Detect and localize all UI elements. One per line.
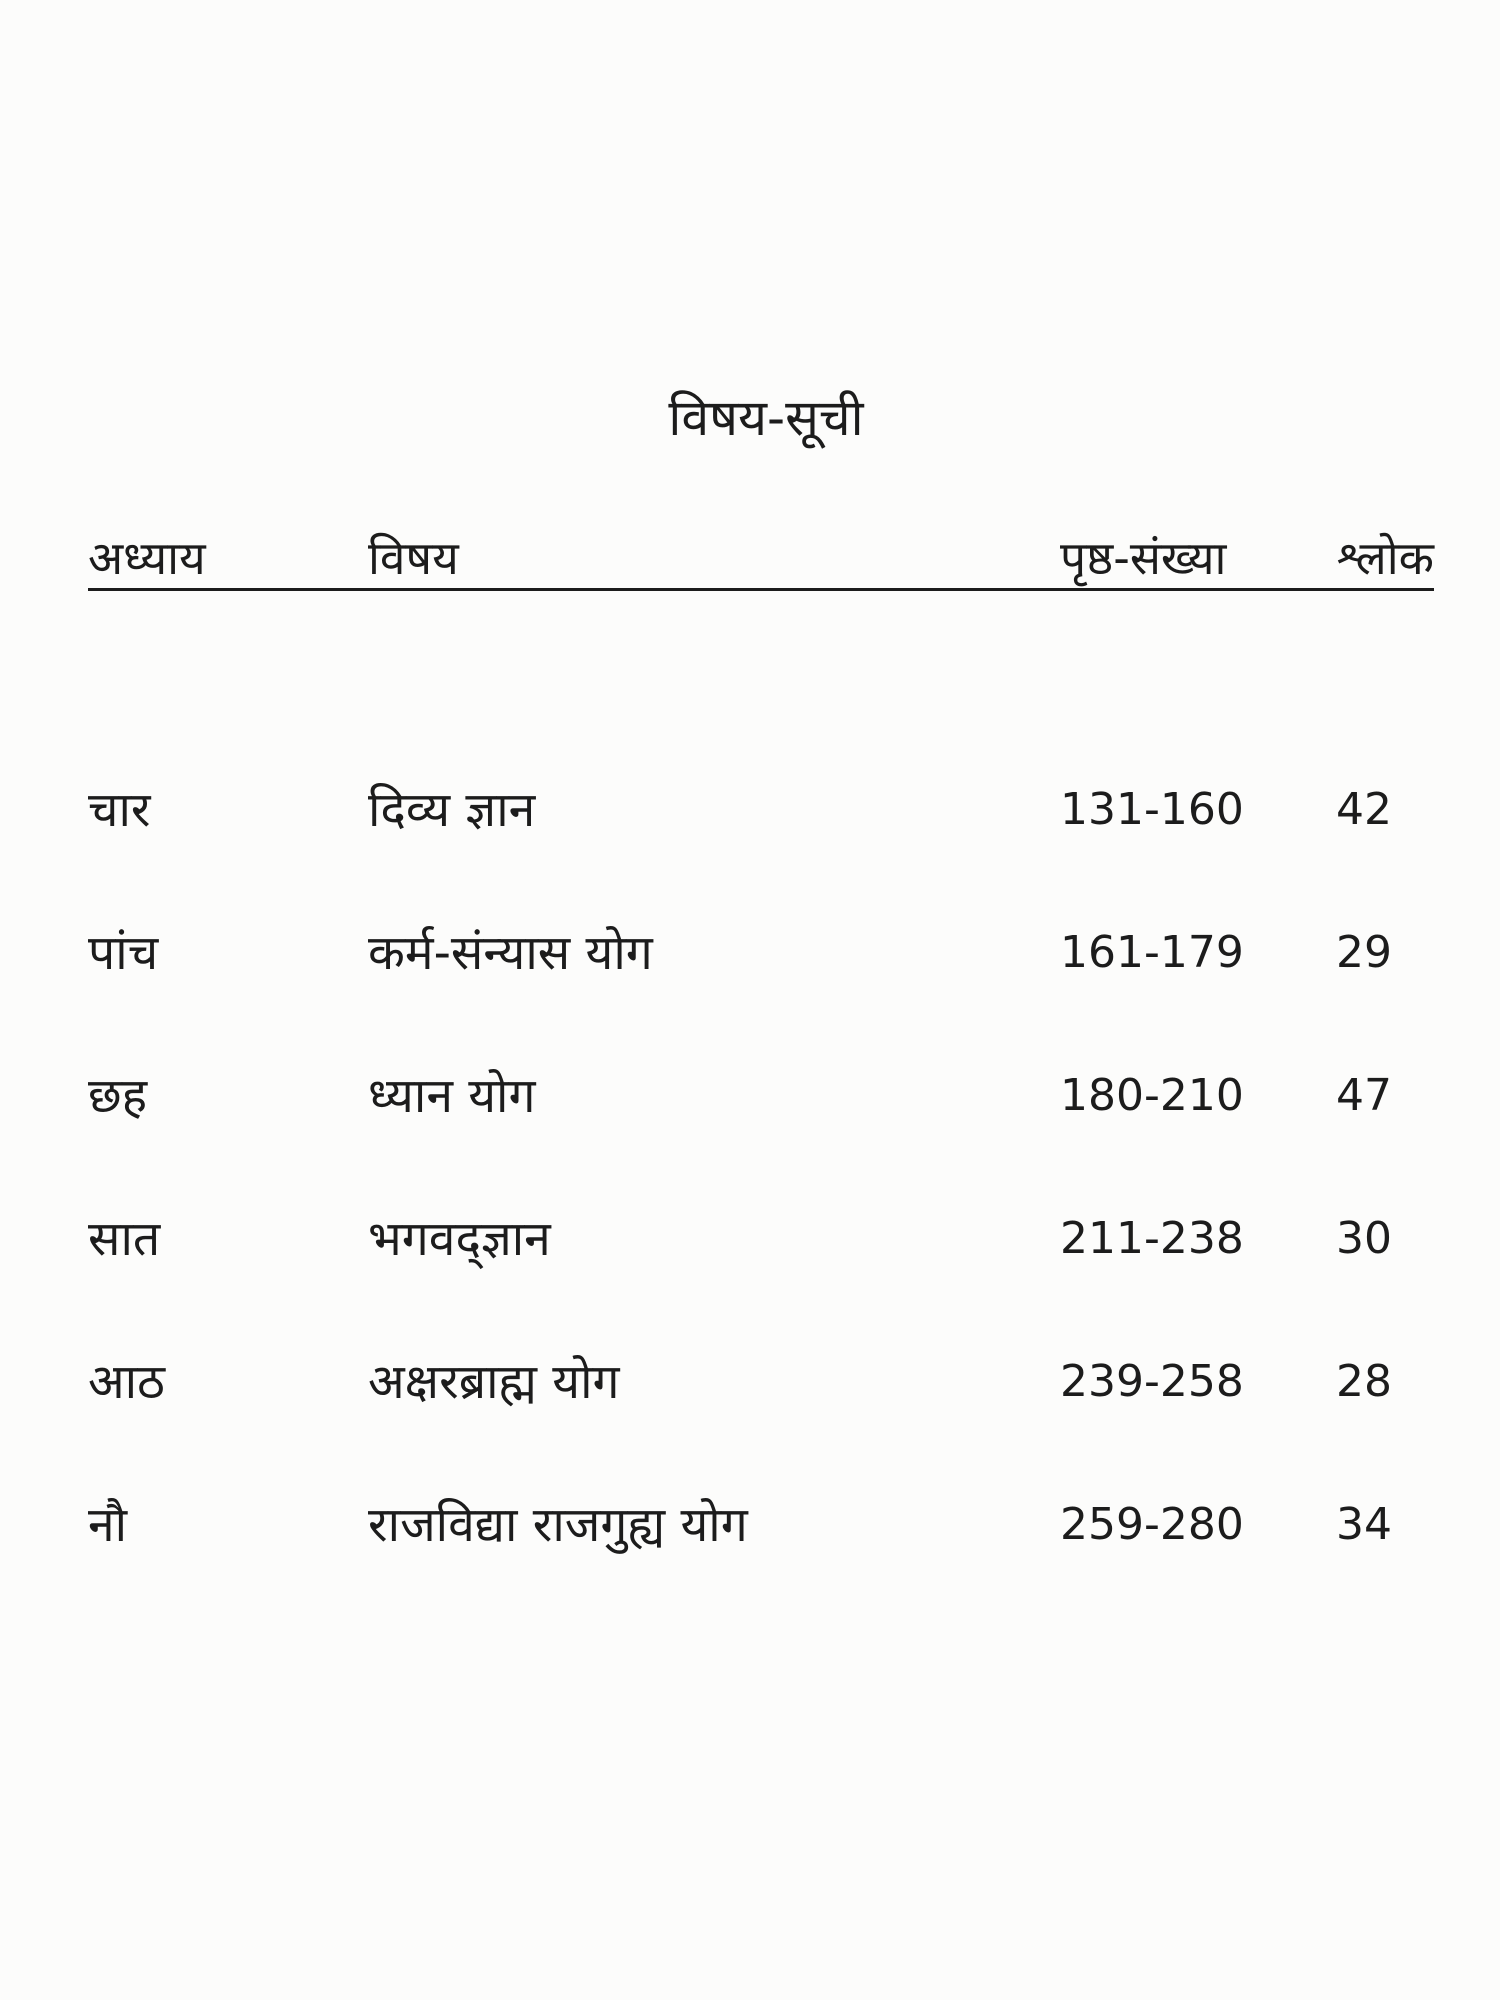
shloka-count: 47	[1336, 1070, 1392, 1121]
header-shloka-count: श्लोक	[1336, 531, 1434, 585]
page-range: 259-280	[1060, 1499, 1244, 1550]
header-chapter: अध्याय	[88, 531, 206, 585]
table-header	[88, 528, 1434, 591]
chapter-subject: भगवद्ज्ञान	[368, 1211, 551, 1267]
chapter-number: पांच	[88, 925, 159, 981]
table-row	[88, 923, 1434, 1066]
chapter-number: छह	[88, 1068, 148, 1124]
page-range: 180-210	[1060, 1070, 1244, 1121]
table-row	[88, 1495, 1434, 1638]
shloka-count: 29	[1336, 927, 1392, 978]
chapter-subject: दिव्य ज्ञान	[368, 782, 536, 838]
table-row	[88, 1352, 1434, 1495]
table-row	[88, 1209, 1434, 1352]
chapter-subject: अक्षरब्राह्म योग	[368, 1354, 620, 1410]
page-range: 211-238	[1060, 1213, 1244, 1264]
header-subject: विषय	[368, 531, 459, 585]
page-title: विषय-सूची	[668, 389, 864, 447]
chapter-subject: कर्म-संन्यास योग	[368, 925, 653, 981]
page-range: 131-160	[1060, 784, 1244, 835]
chapter-subject: ध्यान योग	[368, 1068, 536, 1124]
table-row	[88, 1066, 1434, 1209]
page-range: 239-258	[1060, 1356, 1244, 1407]
shloka-count: 34	[1336, 1499, 1392, 1550]
chapter-number: सात	[88, 1211, 161, 1267]
chapter-number: नौ	[88, 1497, 128, 1553]
chapter-number: चार	[88, 782, 151, 838]
shloka-count: 42	[1336, 784, 1392, 835]
shloka-count: 30	[1336, 1213, 1392, 1264]
table-row	[88, 780, 1434, 923]
header-page-range: पृष्ठ-संख्या	[1060, 531, 1227, 585]
chapter-subject: राजविद्या राजगुह्य योग	[368, 1497, 748, 1553]
chapter-number: आठ	[88, 1354, 165, 1410]
contents-table	[88, 780, 1434, 1638]
page-range: 161-179	[1060, 927, 1244, 978]
shloka-count: 28	[1336, 1356, 1392, 1407]
